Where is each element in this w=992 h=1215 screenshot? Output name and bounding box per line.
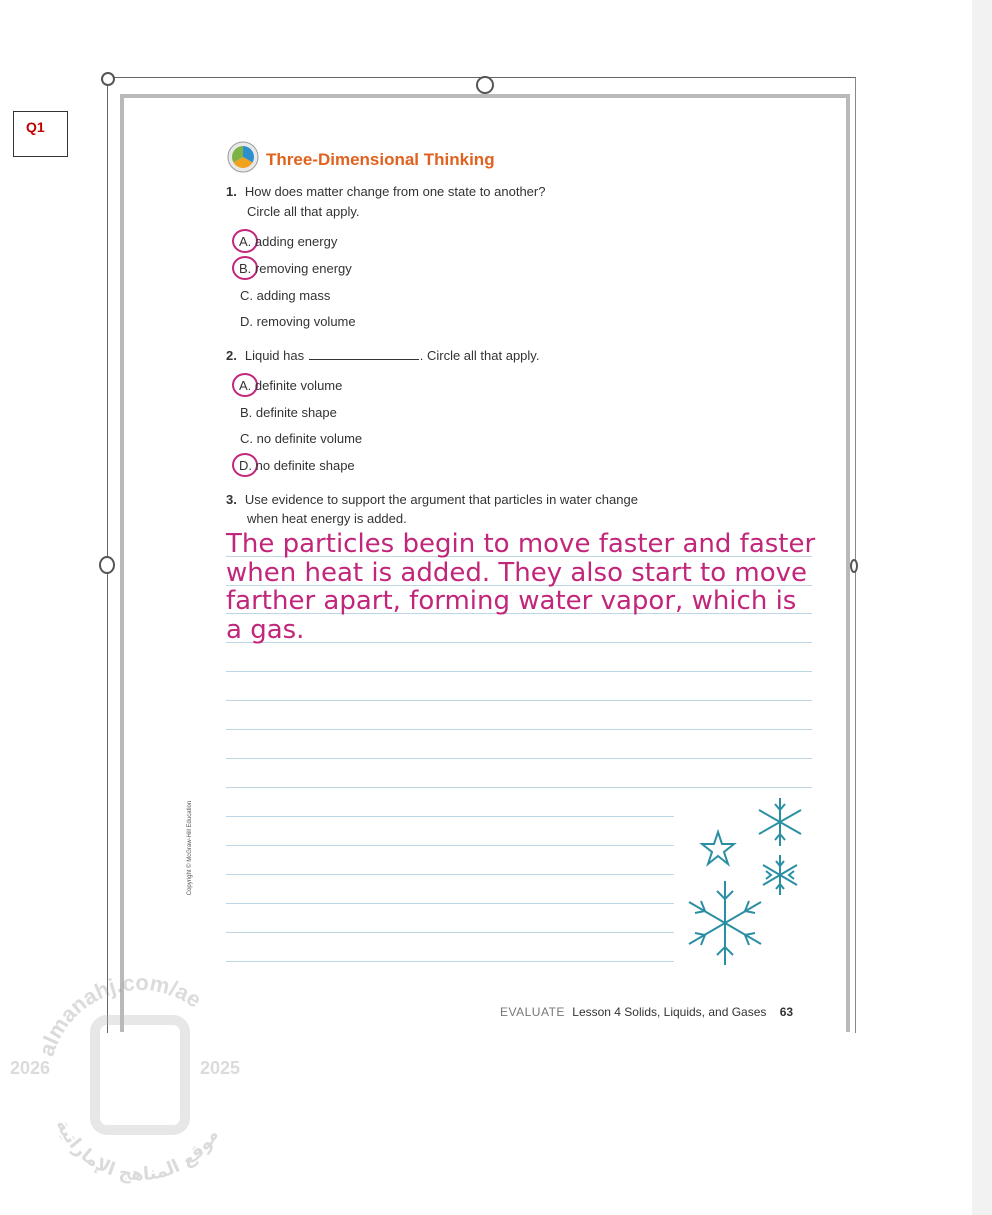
copyright-notice: Copyright © McGraw-Hill Education [187,800,193,896]
question-2-option-c[interactable] [240,431,362,446]
option-letter: D. [239,458,252,473]
watermark-arabic: موقع المناهج الإماراتية [51,1116,224,1186]
question-1-option-c[interactable] [240,288,330,303]
page-footer [500,1005,793,1019]
answer-line: farther apart, forming water vapor, which is [226,586,797,616]
option-letter: C. [240,288,253,303]
writing-line [226,874,674,875]
footer-evaluate: EVALUATE [500,1005,565,1019]
option-letter: B. [240,405,253,420]
option-text: definite shape [255,405,337,420]
option-text: adding energy [254,234,338,249]
question-2-option-d[interactable] [239,458,355,473]
question-number: 2. [226,348,237,363]
writing-line [226,816,674,817]
snowflake-icon [702,832,734,864]
option-text: removing energy [254,261,352,276]
option-text: no definite volume [256,431,363,446]
question-3-line1: Use evidence to support the argument that particles in water change [244,492,638,507]
option-text: definite volume [254,378,343,393]
question-2-option-b[interactable] [240,405,337,420]
question-2-prefix: Liquid has [244,348,305,363]
section-title: Three-Dimensional Thinking [266,150,495,169]
option-letter: A. [239,234,252,249]
question-number: 3. [226,492,237,507]
writing-line [226,729,812,730]
question-3-line2: when heat energy is added. [247,511,407,526]
question-1-line1: How does matter change from one state to another? [244,184,546,199]
resize-handle-middle-right[interactable] [850,559,858,573]
resize-handle-top-middle[interactable] [476,76,494,94]
question-1-option-d[interactable] [240,314,356,329]
watermark-tablet-icon [95,1020,185,1130]
question-1-option-a[interactable] [239,234,337,249]
writing-line [226,758,812,759]
watermark-year-right: 2025 [200,1058,241,1078]
option-letter: B. [239,261,252,276]
page-number: 63 [779,1005,794,1019]
watermark-year-left: 2026 [10,1058,51,1078]
question-1-prompt [226,184,545,199]
right-side-panel [972,0,992,1215]
question-1-option-b[interactable] [239,261,352,276]
writing-line [226,961,674,962]
fill-in-blank [309,349,419,360]
writing-line [226,787,812,788]
question-2-suffix: . Circle all that apply. [419,348,540,363]
question-number: 1. [226,184,237,199]
snowflakes-illustration [670,790,810,975]
option-text: no definite shape [255,458,355,473]
three-dimensional-thinking-icon [227,141,259,173]
writing-line [226,700,812,701]
option-text: removing volume [256,314,356,329]
writing-line [226,845,674,846]
handwritten-answer [226,530,826,644]
resize-handle-top-left[interactable] [101,72,115,86]
option-letter: C. [240,431,253,446]
resize-handle-middle-left[interactable] [99,556,115,574]
question-2-prompt [226,348,539,363]
watermark-logo [10,960,270,1200]
answer-line: a gas. [226,614,305,645]
snowflake-icon [763,855,797,895]
writing-line [226,932,674,933]
option-letter: A. [239,378,252,393]
writing-line [226,903,674,904]
question-label: Q1 [13,111,68,157]
writing-line [226,671,812,672]
option-letter: D. [240,314,253,329]
question-3-prompt [226,492,638,507]
answer-line: The particles begin to move faster and faster [226,529,816,559]
snowflake-icon [689,881,761,965]
question-2-option-a[interactable] [239,378,342,393]
watermark-site: almanahj.com/ae [33,969,207,1060]
question-1-instruction: Circle all that apply. [247,204,360,219]
option-text: adding mass [256,288,331,303]
snowflake-icon [759,798,801,846]
answer-line: when heat is added. They also start to move [226,557,808,588]
footer-lesson: Lesson 4 Solids, Liquids, and Gases [572,1005,767,1019]
